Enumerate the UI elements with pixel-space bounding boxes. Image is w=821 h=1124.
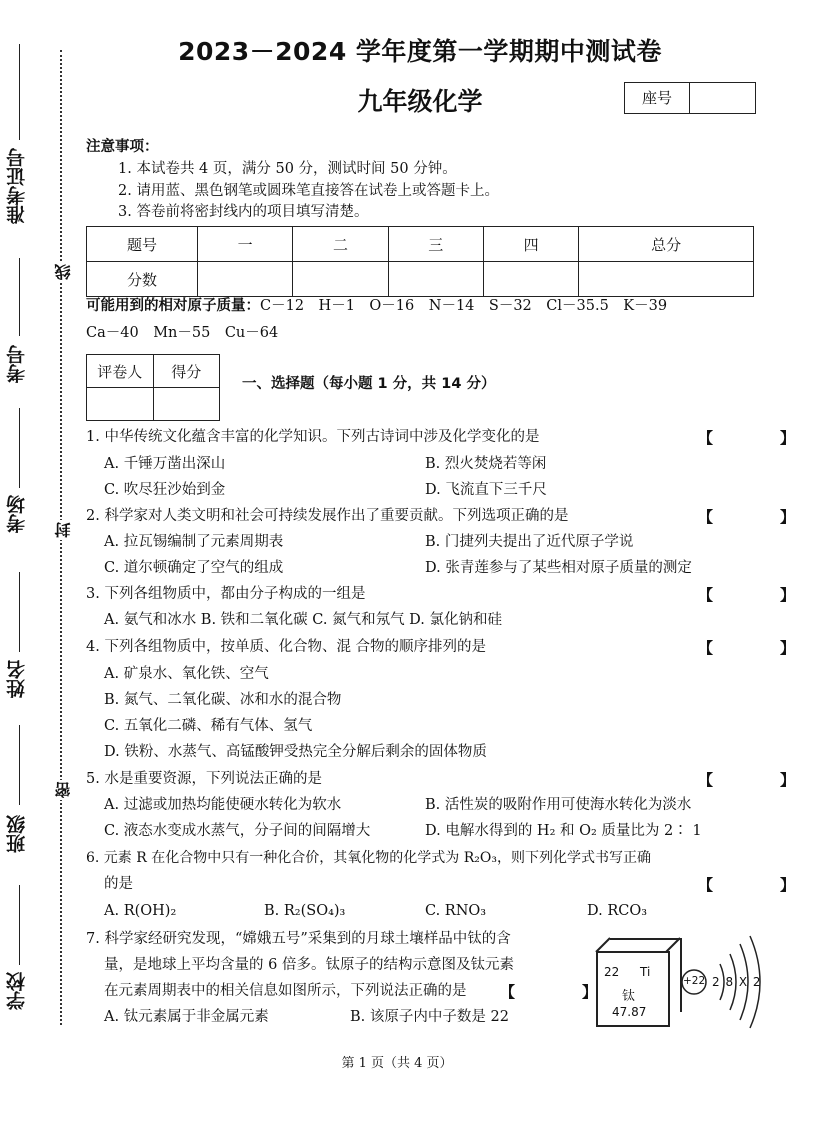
score-field[interactable] — [153, 388, 220, 421]
option-c: C. 道尔顿确定了空气的组成 — [104, 560, 284, 576]
option-d: D. 电解水得到的 H₂ 和 O₂ 质量比为 2∶ 1 — [425, 823, 702, 839]
atomic-mass-values: C－12 H－1 O－16 N－14 S－32 Cl－35.5 K－39 — [260, 298, 668, 314]
question-stem-cont: 量，是地球上平均含量的 6 倍多。钛原子的结构示意图及钛元素 — [104, 957, 514, 973]
table-header-cell: 二 — [293, 227, 388, 262]
notice-item: 2. 请用蓝、黑色钢笔或圆珠笔直接答在试卷上或答题卡上。 — [118, 183, 499, 199]
question-stem: 5. 水是重要资源，下列说法正确的是 — [86, 771, 322, 787]
element-atomic-mass: 47.87 — [612, 1005, 647, 1019]
options-line: A. 氨气和冰水 B. 铁和二氧化碳 C. 氮气和氖气 D. 氯化钠和硅 — [104, 612, 503, 628]
table-header-cell: 四 — [483, 227, 578, 262]
option-d: D. 张青莲参与了某些相对原子质量的测定 — [425, 560, 692, 576]
score-cell[interactable] — [579, 262, 754, 297]
element-card — [596, 951, 670, 1027]
option-a: A. 矿泉水、氧化铁、空气 — [104, 666, 269, 682]
seal-word-seal: 封 — [54, 522, 73, 538]
element-name: 钛 — [622, 989, 636, 1004]
score-cell[interactable] — [293, 262, 388, 297]
element-atomic-number: 22 — [604, 965, 620, 979]
option-b: B. 活性炭的吸附作用可使海水转化为淡水 — [425, 797, 692, 813]
seat-number-box — [624, 82, 756, 114]
question-stem: 2. 科学家对人类文明和社会可持续发展作出了重要贡献。下列选项正确的是 — [86, 508, 569, 524]
binding-blank-name[interactable] — [19, 572, 20, 652]
element-symbol: Ti — [640, 965, 651, 979]
option-b: B. 门捷列夫提出了近代原子学说 — [425, 534, 634, 550]
page-footer: 第 1 页（共 4 页） — [341, 1056, 453, 1071]
option-a: A. 千锤万凿出深山 — [104, 456, 226, 472]
table-row — [87, 262, 754, 297]
question-stem-cont: 在元素周期表中的相关信息如图所示，下列说法正确的是 — [104, 983, 467, 999]
table-header-cell: 总分 — [579, 227, 754, 262]
option-d: D. 铁粉、水蒸气、高锰酸钾受热完全分解后剩余的固体物质 — [104, 744, 487, 760]
grader-label: 评卷人 — [87, 355, 154, 388]
binding-blank-school[interactable] — [19, 885, 20, 965]
option-c: C. RNO₃ — [425, 903, 487, 919]
score-cell[interactable] — [483, 262, 578, 297]
option-d: D. 飞流直下三千尺 — [425, 482, 547, 498]
option-d: D. RCO₃ — [587, 903, 648, 919]
table-header-cell: 一 — [198, 227, 293, 262]
score-label: 得分 — [153, 355, 220, 388]
binding-blank-exam-id[interactable] — [19, 44, 20, 140]
grader-field[interactable] — [87, 388, 154, 421]
score-table — [86, 226, 754, 297]
binding-blank-exam-room[interactable] — [19, 408, 20, 488]
exam-subtitle: 九年级化学 — [357, 87, 483, 116]
notice-item: 1. 本试卷共 4 页，满分 50 分，测试时间 50 分钟。 — [118, 161, 457, 177]
atomic-mass-label: 可能用到的相对原子质量： — [86, 298, 260, 314]
binding-blank-class[interactable] — [19, 725, 20, 805]
section-title: 一、选择题（每小题 1 分，共 14 分） — [242, 376, 496, 392]
seal-word-secret: 密 — [54, 782, 73, 798]
notice-heading: 注意事项： — [86, 139, 159, 155]
table-header-cell: 三 — [388, 227, 483, 262]
option-b: B. 烈火焚烧若等闲 — [425, 456, 547, 472]
answer-bracket[interactable]: 【 】 — [698, 586, 821, 604]
option-c: C. 五氧化二磷、稀有气体、氢气 — [104, 718, 313, 734]
exam-title: 2023－2024 学年度第一学期期中测试卷 — [178, 37, 662, 66]
question-stem: 1. 中华传统文化蕴含丰富的化学知识。下列古诗词中涉及化学变化的是 — [86, 429, 540, 445]
table-row — [87, 388, 220, 421]
atom-nucleus-charge: +22 — [683, 975, 706, 987]
table-header-cell: 题号 — [87, 227, 198, 262]
answer-bracket[interactable]: 【 】 — [698, 508, 821, 526]
question-stem: 4. 下列各组物质中，按单质、化合物、混 合物的顺序排列的是 — [86, 639, 487, 655]
table-row-label: 分数 — [87, 262, 198, 297]
option-a: A. 拉瓦锡编制了元素周期表 — [104, 534, 284, 550]
atomic-mass-line — [86, 297, 667, 316]
notice-item: 3. 答卷前将密封线内的项目填写清楚。 — [118, 204, 369, 220]
table-row — [87, 355, 220, 388]
answer-bracket[interactable]: 【 】 — [698, 639, 821, 657]
seat-label: 座号 — [625, 83, 690, 113]
option-a: A. 过滤或加热均能使硬水转化为软水 — [104, 797, 342, 813]
question-stem: 7. 科学家经研究发现，“嫦娥五号”采集到的月球土壤样品中钛的含 — [86, 931, 511, 947]
binding-label-class: 班级 — [6, 815, 28, 853]
binding-label-name: 姓名 — [6, 660, 28, 698]
question-stem-cont: 的是 — [104, 876, 133, 892]
table-row — [87, 227, 754, 262]
answer-bracket[interactable]: 【 】 — [698, 429, 821, 447]
answer-bracket[interactable]: 【 】 — [698, 771, 821, 789]
binding-blank-candidate-no[interactable] — [19, 258, 20, 336]
answer-bracket[interactable]: 【 】 — [698, 876, 821, 894]
binding-label-exam-id: 准考证号 — [6, 148, 28, 224]
grader-table — [86, 354, 220, 421]
answer-bracket[interactable]: 【 】 — [500, 983, 624, 1001]
option-b: B. 该原子内中子数是 22 — [350, 1009, 509, 1025]
binding-label-exam-room: 考场 — [6, 495, 28, 533]
question-stem: 3. 下列各组物质中，都由分子构成的一组是 — [86, 586, 366, 602]
option-b: B. 氮气、二氧化碳、冰和水的混合物 — [104, 692, 342, 708]
atom-shell-electrons: 2 8 X 2 — [712, 975, 762, 989]
score-cell[interactable] — [388, 262, 483, 297]
binding-label-candidate-no: 考号 — [6, 345, 28, 383]
score-cell[interactable] — [198, 262, 293, 297]
option-b: B. R₂(SO₄)₃ — [264, 903, 346, 919]
option-c: C. 液态水变成水蒸气，分子间的间隔增大 — [104, 823, 371, 839]
option-c: C. 吹尽狂沙始到金 — [104, 482, 226, 498]
seal-word-line: 线 — [54, 264, 73, 280]
question-stem: 6. 元素 R 在化合物中只有一种化合价，其氧化物的化学式为 R₂O₃，则下列化学式书写正确 — [86, 850, 651, 866]
seat-number-field[interactable] — [690, 83, 755, 113]
binding-label-school: 学校 — [6, 972, 28, 1010]
option-a: A. 钛元素属于非金属元素 — [104, 1009, 269, 1025]
atomic-mass-values: Ca－40 Mn－55 Cu－64 — [86, 325, 279, 341]
option-a: A. R(OH)₂ — [104, 903, 177, 919]
